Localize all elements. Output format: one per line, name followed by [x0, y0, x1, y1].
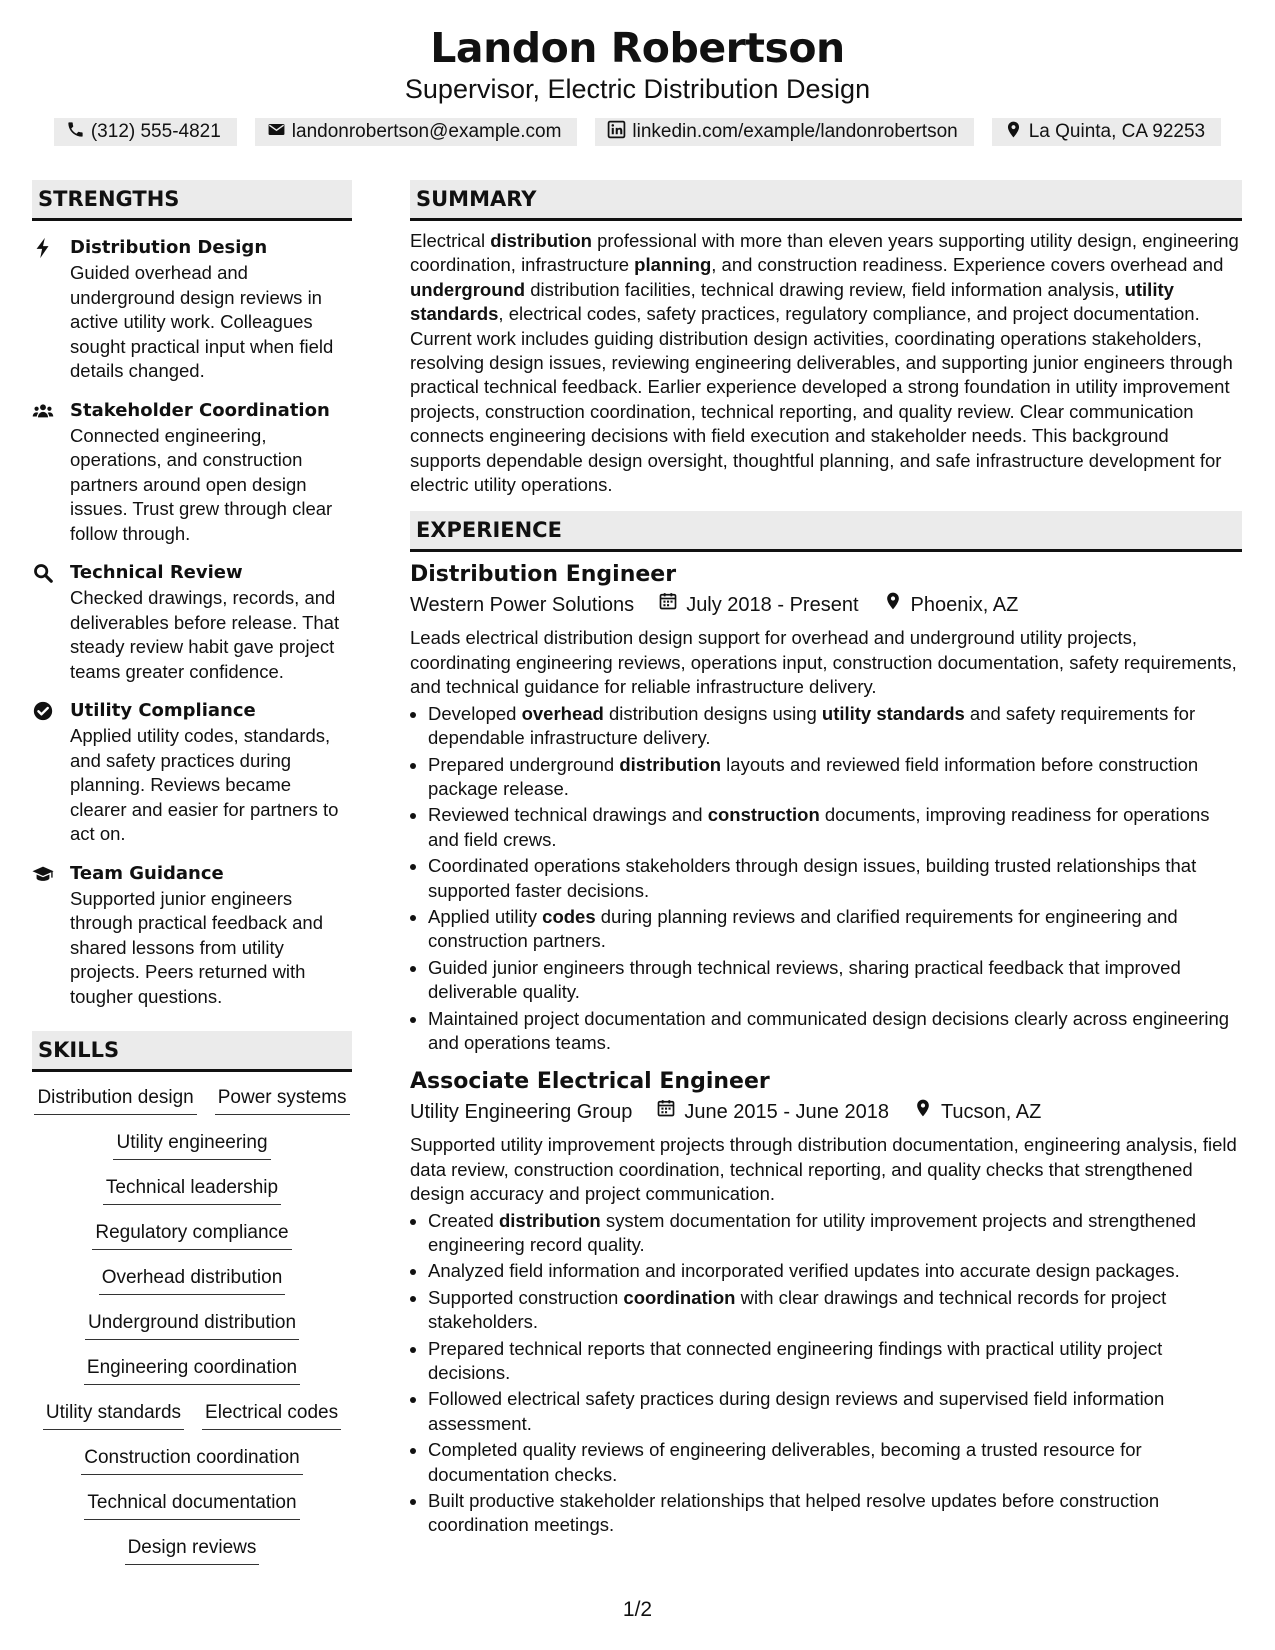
text-run: Followed electrical safety practices during design reviews and supervised field information assessment.	[428, 1388, 1165, 1434]
text-run: layouts and reviewed field information before construction package release.	[428, 753, 1199, 799]
experience-heading: EXPERIENCE	[410, 511, 1242, 552]
candidate-name: Landon Robertson	[430, 24, 845, 72]
phone-icon	[66, 120, 85, 145]
email-text: landonrobertson@example.com	[291, 121, 562, 142]
map-pin-icon	[913, 1097, 933, 1127]
skill-tag: Technical leadership	[103, 1174, 281, 1205]
skill-tag: Utility standards	[43, 1399, 184, 1430]
skill-tag: Regulatory compliance	[92, 1219, 291, 1250]
emphasis-text: underground	[410, 278, 526, 300]
job-entry	[410, 1067, 1242, 1538]
text-run: Maintained project documentation and communicated design decisions clearly across engineering and operations teams.	[428, 1007, 1230, 1053]
emphasis-text: coordination	[623, 1286, 736, 1308]
job-description: Leads electrical distribution design support for overhead and underground utility projects, coordinating engineering reviews, operations input, construction documentation, safety requirements, and technical guidance for reliable infrastructure delivery.	[410, 627, 1237, 698]
skill-tag: Engineering coordination	[84, 1354, 300, 1385]
location-text: La Quinta, CA 92253	[1028, 121, 1206, 142]
bullet-item	[428, 1438, 1242, 1487]
contact-linkedin[interactable]	[595, 118, 973, 146]
phone-text: (312) 555-4821	[90, 121, 221, 142]
page-number: 1/2	[622, 1598, 653, 1621]
calendar-icon	[658, 590, 678, 620]
strengths-heading: STRENGTHS	[32, 180, 352, 221]
job-location: Tucson, AZ	[940, 1101, 1042, 1124]
bullet-item	[428, 1337, 1242, 1386]
linkedin-icon	[607, 120, 626, 145]
map-pin-icon	[1004, 120, 1023, 145]
contact-phone[interactable]	[54, 118, 237, 146]
job-meta	[410, 590, 1242, 620]
bullet-item	[428, 956, 1242, 1005]
skill-tag: Electrical codes	[202, 1399, 341, 1430]
bullet-item	[428, 1209, 1242, 1258]
company-name: Utility Engineering Group	[410, 1101, 633, 1124]
check-circle-icon	[32, 698, 70, 847]
emphasis-text: planning	[634, 254, 712, 276]
strength-title: Distribution Design	[70, 237, 268, 258]
skill-tag: Power systems	[215, 1084, 350, 1115]
bullet-item	[428, 905, 1242, 954]
strength-desc: Applied utility codes, standards, and safety practices during planning. Reviews became clearer and easier for partners to act on.	[70, 725, 339, 844]
text-run: Guided junior engineers through technical reviews, sharing practical feedback that improved deliverable quality.	[428, 956, 1181, 1003]
text-run: documents, improving readiness for operations and field crews.	[428, 804, 1210, 850]
skill-tag: Construction coordination	[81, 1444, 302, 1475]
strength-title: Utility Compliance	[70, 700, 256, 721]
text-run: with clear drawings and technical records for project stakeholders.	[428, 1286, 1167, 1333]
text-run: Developed	[428, 702, 522, 724]
job-dates: July 2018 - Present	[686, 594, 859, 617]
strength-desc: Checked drawings, records, and deliverables before release. That steady review habit gave project teams greater confidence.	[70, 587, 340, 682]
envelope-icon	[267, 120, 286, 145]
strength-desc: Supported junior engineers through practical feedback and shared lessons from utility projects. Peers returned with tougher questions.	[70, 887, 324, 1007]
job-bullets	[410, 1209, 1242, 1538]
summary-heading: SUMMARY	[410, 180, 1242, 221]
contact-email[interactable]	[255, 118, 578, 146]
emphasis-text: distribution	[490, 230, 592, 251]
job-title: Associate Electrical Engineer	[410, 1069, 770, 1095]
bullet-item	[428, 803, 1242, 852]
left-column	[32, 180, 352, 1579]
text-run: professional with more than eleven years supporting utility design, engineering coordination, infrastructure	[410, 230, 1239, 276]
skill-tag: Utility engineering	[113, 1129, 270, 1160]
text-run: distribution designs using	[603, 702, 822, 724]
strength-item	[32, 861, 352, 1010]
job-entry	[410, 560, 1242, 1055]
resume-header	[0, 22, 1275, 146]
emphasis-text: utility standards	[821, 702, 965, 724]
skill-tag: Underground distribution	[85, 1309, 299, 1340]
bullet-item	[428, 1259, 1242, 1283]
strength-desc: Guided overhead and underground design reviews in active utility work. Colleagues sought practical input when field details changed.	[70, 262, 334, 381]
text-run: Electrical	[410, 230, 491, 251]
job-bullets	[410, 702, 1242, 1056]
graduation-cap-icon	[32, 861, 70, 1010]
skills-list	[32, 1084, 352, 1579]
job-dates: June 2015 - June 2018	[684, 1101, 889, 1124]
emphasis-text: distribution	[619, 753, 722, 775]
text-run: Applied utility	[428, 905, 543, 927]
emphasis-text: distribution	[498, 1209, 601, 1231]
text-run: system documentation for utility improvement projects and strengthened engineering record quality.	[428, 1209, 1197, 1255]
text-run: distribution facilities, technical drawing review, field information analysis,	[525, 278, 1125, 300]
bullet-item	[428, 702, 1242, 751]
bullet-item	[428, 1489, 1242, 1538]
strength-item	[32, 235, 352, 384]
strength-item	[32, 398, 352, 547]
bullet-item	[428, 1286, 1242, 1335]
emphasis-text: utility standards	[410, 278, 1174, 325]
text-run: Prepared underground	[428, 753, 620, 775]
company-name: Western Power Solutions	[410, 594, 635, 617]
job-description: Supported utility improvement projects through distribution documentation, engineering analysis, field data review, construction coordination, technical reporting, and quality checks that strengthened design accuracy and project communication.	[410, 1134, 1237, 1205]
skills-heading: SKILLS	[32, 1031, 352, 1072]
emphasis-text: construction	[707, 804, 820, 826]
strength-title: Technical Review	[70, 562, 243, 583]
candidate-title: Supervisor, Electric Distribution Design	[404, 74, 871, 104]
job-location: Phoenix, AZ	[910, 594, 1019, 617]
text-run: , electrical codes, safety practices, regulatory compliance, and project documentation. Current work includes guiding distribution design activities, coordinating operations stakeholders, resolving design issues, reviewing engineering deliverables, and supporting junior engineers through practical technical feedback. Earlier experience developed a strong foundation in utility improvement projects, construction coordination, technical reporting, and quality review. Clear communication connects engineering decisions with field execution and stakeholder needs. This background supports dependable design oversight, thoughtful planning, and safe infrastructure development for electric utility operations.	[410, 303, 1233, 496]
text-run: Completed quality reviews of engineering deliverables, becoming a trusted resource for documentation checks.	[428, 1439, 1142, 1485]
skill-tag: Design reviews	[125, 1534, 260, 1565]
bullet-item	[428, 1387, 1242, 1436]
text-run: Prepared technical reports that connected engineering findings with practical utility project decisions.	[428, 1337, 1163, 1384]
text-run: Built productive stakeholder relationships that helped resolve updates before construction coordination meetings.	[428, 1490, 1160, 1536]
contact-bar	[0, 118, 1275, 146]
text-run: Coordinated operations stakeholders through design issues, building trusted relationships that supported faster decisions.	[428, 855, 1197, 901]
bullet-item	[428, 854, 1242, 903]
skill-tag: Overhead distribution	[99, 1264, 286, 1295]
text-run: Supported construction	[428, 1286, 624, 1308]
summary-text	[410, 229, 1242, 497]
text-run: Created	[428, 1209, 499, 1231]
emphasis-text: codes	[542, 905, 596, 927]
skill-tag: Distribution design	[34, 1084, 196, 1115]
job-meta	[410, 1097, 1242, 1127]
map-pin-icon	[883, 590, 903, 620]
search-icon	[32, 560, 70, 684]
contact-location[interactable]	[992, 118, 1221, 146]
bullet-item	[428, 1007, 1242, 1056]
strength-item	[32, 698, 352, 847]
text-run: , and construction readiness. Experience covers overhead and	[711, 254, 1224, 276]
emphasis-text: overhead	[521, 702, 604, 724]
skill-tag: Technical documentation	[84, 1489, 299, 1520]
job-title: Distribution Engineer	[410, 562, 677, 588]
bullet-item	[428, 753, 1242, 802]
strength-item	[32, 560, 352, 684]
text-run: during planning reviews and clarified requirements for engineering and construction partners.	[428, 905, 1178, 952]
text-run: Analyzed field information and incorporated verified updates into accurate design packages.	[428, 1260, 1180, 1282]
users-icon	[32, 398, 70, 547]
right-column	[410, 180, 1242, 1540]
bolt-icon	[32, 235, 70, 384]
text-run: and safety requirements for dependable infrastructure delivery.	[428, 702, 1196, 749]
linkedin-text: linkedin.com/example/landonrobertson	[632, 121, 958, 142]
text-run: Reviewed technical drawings and	[428, 804, 708, 826]
strength-title: Team Guidance	[70, 862, 224, 884]
calendar-icon	[656, 1097, 676, 1127]
strength-title: Stakeholder Coordination	[70, 399, 330, 421]
strength-desc: Connected engineering, operations, and construction partners around open design issues. Trust grew through clear follow through.	[70, 424, 333, 544]
